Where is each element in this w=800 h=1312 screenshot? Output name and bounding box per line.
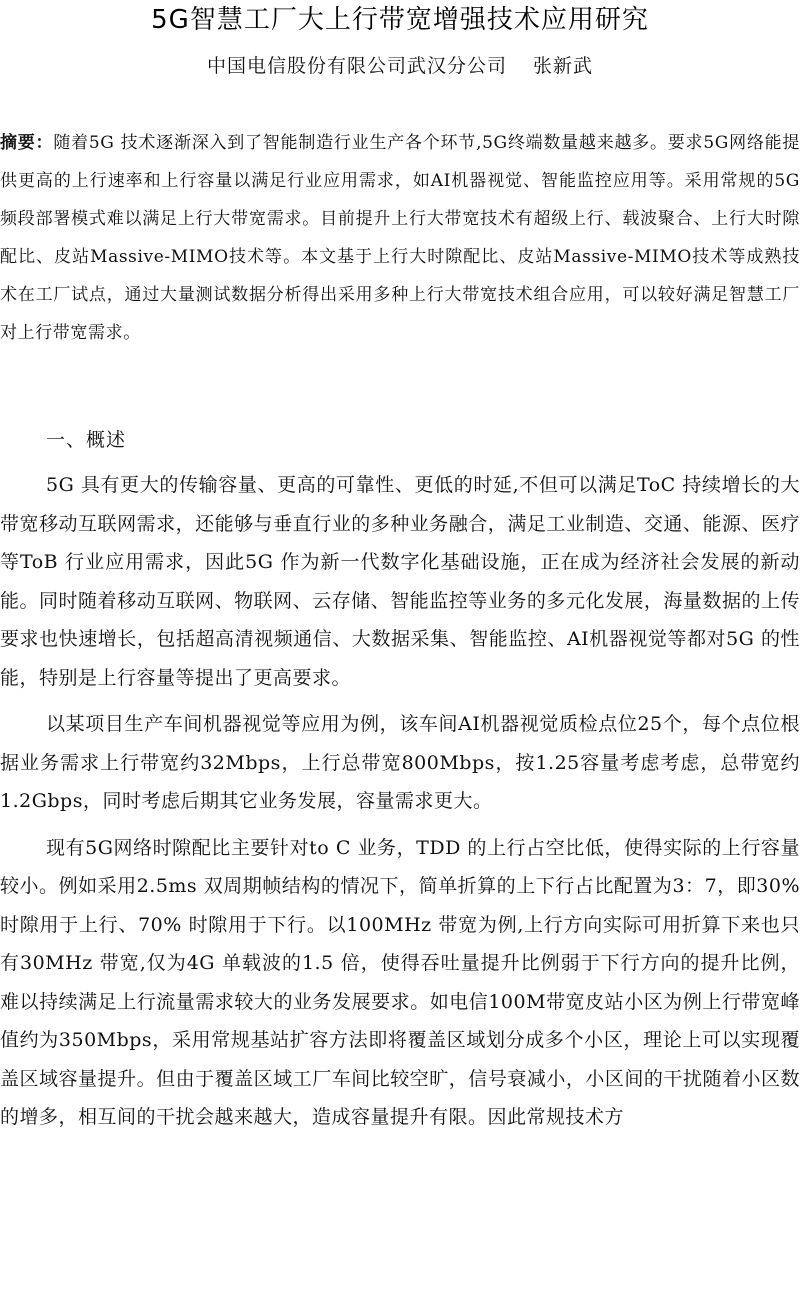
affiliation: 中国电信股份有限公司武汉分公司 (206, 55, 507, 77)
paragraph: 5G 具有更大的传输容量、更高的可靠性、更低的时延,不但可以满足ToC 持续增长的大带宽移动互联网需求，还能够与垂直行业的多种业务融合，满足工业制造、交通、能源、医疗等ToB 行业应用需求，因此5G 作为新一代数字化基础设施，正在成为经济社会发展的新动能。同时随着移动互联网、物联网、云存储、智能监控等业务的多元化发展，海量数据的上传要求也快速增长，包括超高清视频通信、大数据采集、智能监控、AI机器视觉等都对5G 的性能，特别是上行容量等提出了更高要求。 (0, 474, 800, 689)
body-text (0, 466, 800, 1145)
paragraph: 以某项目生产车间机器视觉等应用为例，该车间AI机器视觉质检点位25个，每个点位根据业务需求上行带宽约32Mbps，上行总带宽800Mbps，按1.25容量考虑考虑，总带宽约1.2Gbps，同时考虑后期其它业务发展，容量需求更大。 (0, 713, 800, 812)
author-line (0, 52, 800, 80)
abstract-label: 摘要： (0, 133, 54, 153)
section-heading-overview: 一、概述 (46, 429, 127, 451)
author-name: 张新武 (533, 55, 594, 77)
abstract-text: 随着5G 技术逐渐深入到了智能制造行业生产各个环节,5G终端数量越来越多。要求5G网络能提供更高的上行速率和上行容量以满足行业应用需求，如AI机器视觉、智能监控应用等。采用常规的5G频段部署模式难以满足上行大带宽需求。目前提升上行大带宽技术有超级上行、载波聚合、上行大时隙配比、皮站Massive-MIMO技术等。本文基于上行大时隙配比、皮站Massive-MIMO技术等成熟技术在工厂试点，通过大量测试数据分析得出采用多种上行大带宽技术组合应用，可以较好满足智慧工厂对上行带宽需求。 (0, 133, 800, 343)
paragraph: 现有5G网络时隙配比主要针对to C 业务，TDD 的上行占空比低，使得实际的上行容量较小。例如采用2.5ms 双周期帧结构的情况下，简单折算的上下行占比配置为3：7，即30% 时隙用于上行、70% 时隙用于下行。以100MHz 带宽为例,上行方向实际可用折算下来也只有30MHz 带宽,仅为4G 单载波的1.5 倍，使得吞吐量提升比例弱于下行方向的提升比例，难以持续满足上行流量需求较大的业务发展要求。如电信100M带宽皮站小区为例上行带宽峰值约为350Mbps，采用常规基站扩容方法即将覆盖区域划分成多个小区，理论上可以实现覆盖区域容量提升。但由于覆盖区域工厂车间比较空旷，信号衰减小，小区间的干扰随着小区数的增多，相互间的干扰会越来越大，造成容量提升有限。因此常规技术方 (0, 836, 800, 1128)
abstract (0, 124, 800, 352)
paper-title: 5G智慧工厂大上行带宽增强技术应用研究 (151, 5, 649, 35)
